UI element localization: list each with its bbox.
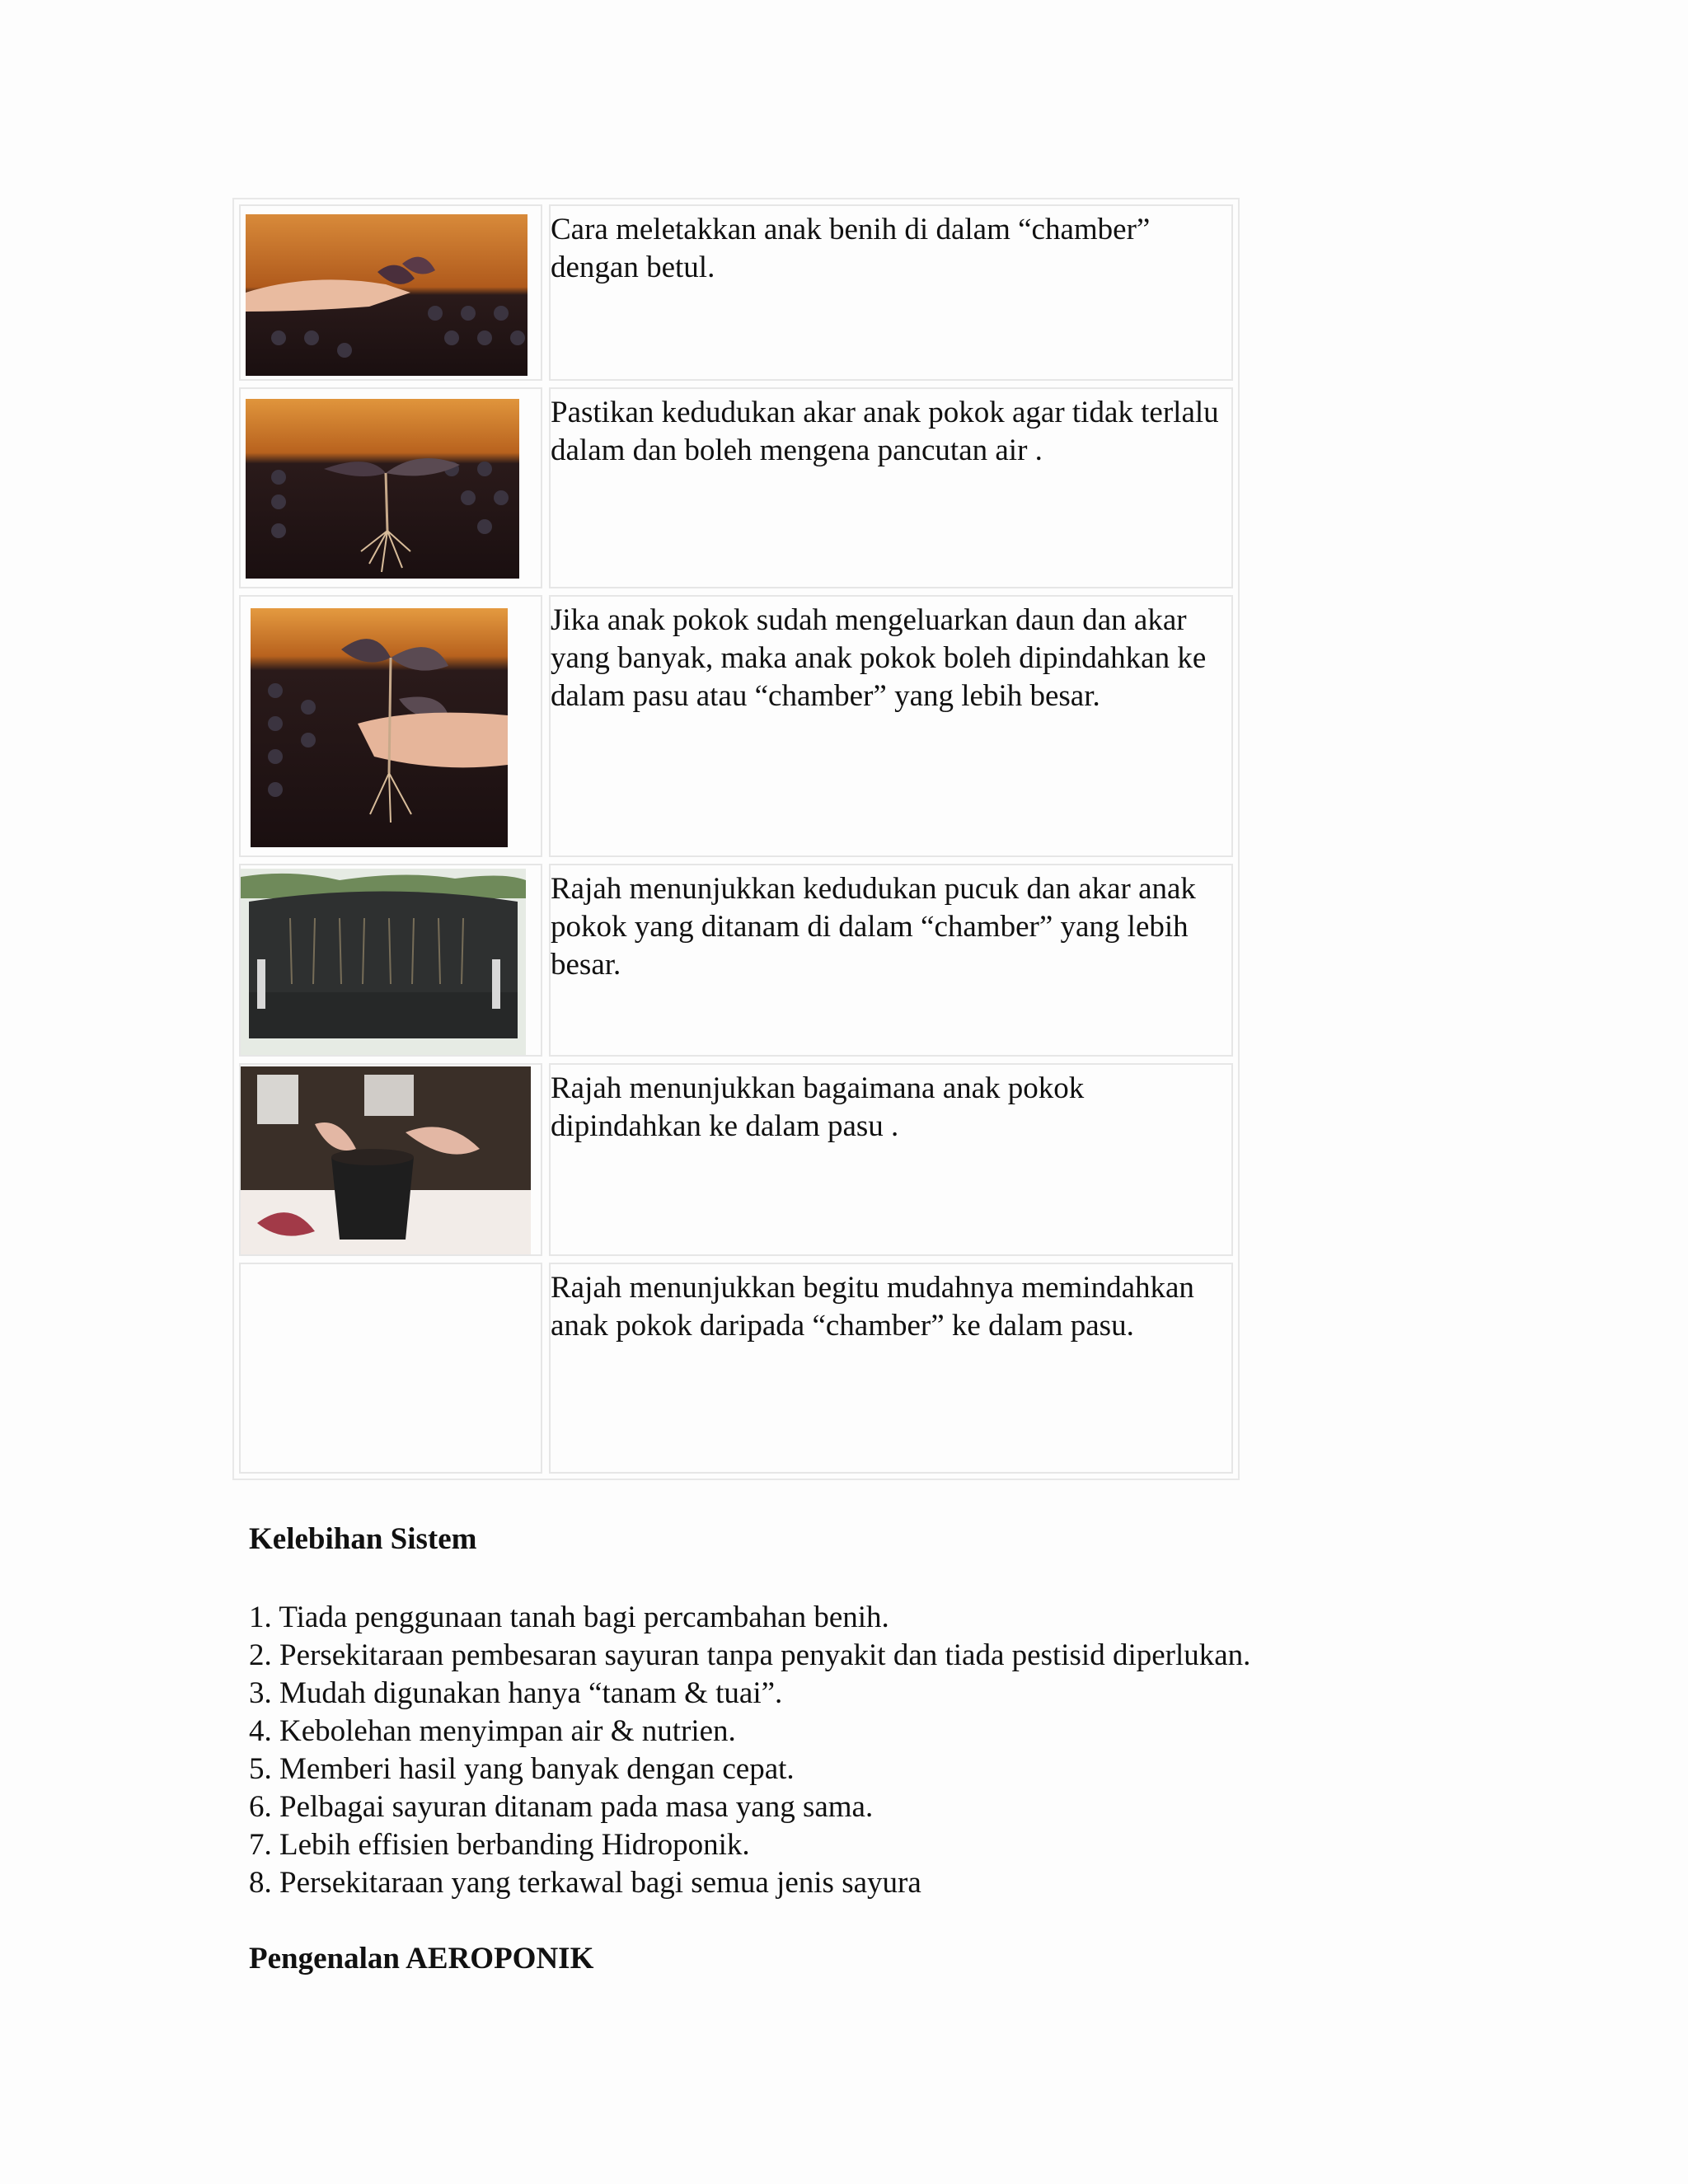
table-row <box>239 204 1233 381</box>
large-chamber-photo <box>241 869 526 1055</box>
steps-table <box>232 198 1240 1480</box>
list-item: 7. Lebih effisien berbanding Hidroponik. <box>249 1828 750 1862</box>
seedling-placing-photo <box>246 214 528 376</box>
description-cell: Rajah menunjukkan kedudukan pucuk dan akar anak pokok yang ditanam di dalam “chamber” yang lebih besar. <box>549 864 1233 1057</box>
image-cell <box>239 204 542 381</box>
list-item: 6. Pelbagai sayuran ditanam pada masa yang sama. <box>249 1790 874 1824</box>
seedling-transplant-photo <box>251 608 508 847</box>
potting-photo <box>241 1066 531 1254</box>
image-cell <box>239 1063 542 1256</box>
section-heading: Pengenalan AEROPONIK <box>249 1942 594 1975</box>
list-item: 1. Tiada penggunaan tanah bagi percambahan benih. <box>249 1601 889 1634</box>
image-cell <box>239 864 542 1057</box>
table-row <box>239 387 1233 588</box>
image-cell <box>239 595 542 857</box>
table-row <box>239 595 1233 857</box>
table-row <box>239 864 1233 1057</box>
section-heading: Kelebihan Sistem <box>249 1522 477 1556</box>
image-cell <box>239 1263 542 1474</box>
description-cell: Jika anak pokok sudah mengeluarkan daun dan akar yang banyak, maka anak pokok boleh dipindahkan ke dalam pasu atau “chamber” yang lebih besar. <box>549 595 1233 857</box>
list-item: 3. Mudah digunakan hanya “tanam & tuai”. <box>249 1676 783 1710</box>
description-cell: Rajah menunjukkan begitu mudahnya memindahkan anak pokok daripada “chamber” ke dalam pasu. <box>549 1263 1233 1474</box>
table-row <box>239 1263 1233 1474</box>
description-cell: Rajah menunjukkan bagaimana anak pokok dipindahkan ke dalam pasu . <box>549 1063 1233 1256</box>
list-item: 4. Kebolehan menyimpan air & nutrien. <box>249 1714 736 1748</box>
seedling-root-photo <box>246 399 519 579</box>
advantages-list <box>249 1599 1250 1902</box>
list-item: 8. Persekitaraan yang terkawal bagi semua jenis sayura <box>249 1866 921 1900</box>
table-row <box>239 1063 1233 1256</box>
list-item: 2. Persekitaraan pembesaran sayuran tanpa penyakit dan tiada pestisid diperlukan. <box>249 1638 1251 1672</box>
image-cell <box>239 387 542 588</box>
description-cell: Cara meletakkan anak benih di dalam “chamber” dengan betul. <box>549 204 1233 381</box>
list-item: 5. Memberi hasil yang banyak dengan cepat. <box>249 1752 795 1786</box>
description-cell: Pastikan kedudukan akar anak pokok agar tidak terlalu dalam dan boleh mengena pancutan air . <box>549 387 1233 588</box>
